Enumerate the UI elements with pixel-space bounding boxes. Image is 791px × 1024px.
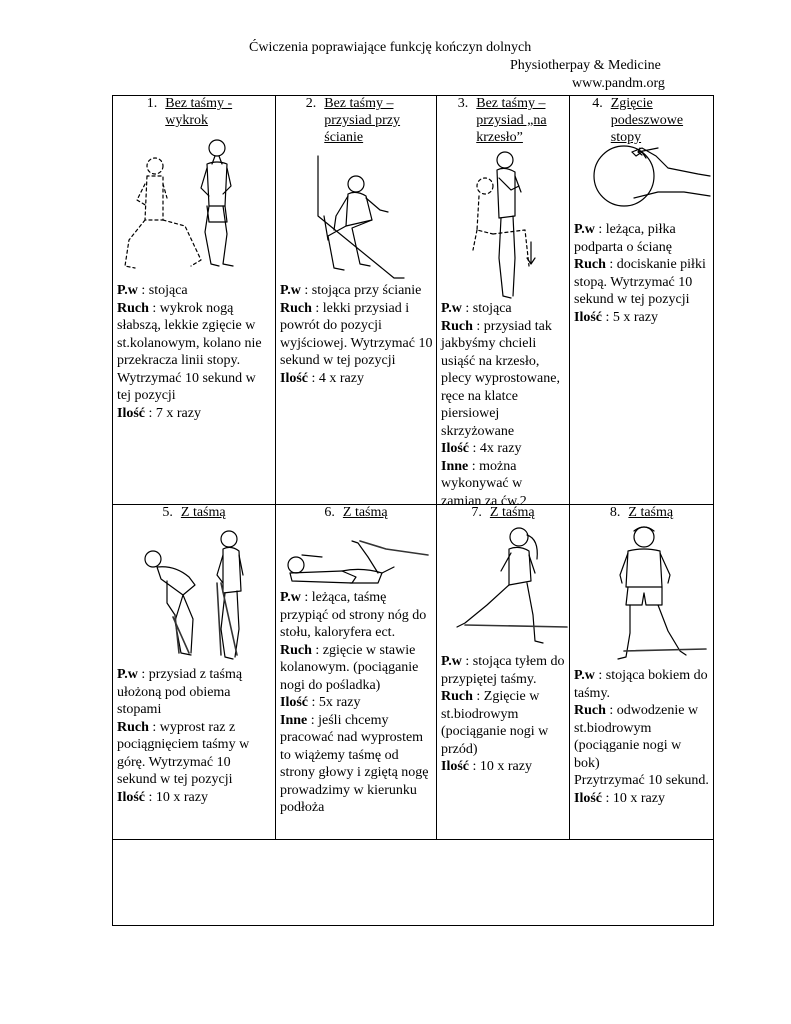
exercise-number: 1. (146, 96, 158, 111)
exercise-title: Z taśmą (342, 505, 388, 520)
exercise-number: 2. (305, 96, 317, 111)
exercise-title: Z taśmą (180, 505, 226, 520)
exercise-cell-4 (570, 96, 713, 504)
exercise-description: P.w : stojąca tyłem do przypiętej taśmy. Ruch : Zgięcie w st.biodrowym (pociąganie nogi w przód) Ilość : 10 x razy (441, 654, 565, 774)
exercise-title: Zgięcie podeszwowe stopy (610, 96, 684, 145)
exercise-number: 7. (471, 505, 482, 520)
foot-ball-illustration (588, 140, 713, 215)
exercise-description: P.w : leżąca, taśmę przypiąć od strony nóg do stołu, kaloryfera ect. Ruch : zgięcie w stawie kolanowym. (pociąganie nogi do pośladka) Ilość : 5x razy Inne : jeśli chcemy pracować nad wyprostem to wiążemy taśmę od strony głowy i zgiętą nogę prowadzimy w kierunku podłoża (280, 590, 429, 815)
exercise-description: P.w : stojąca Ruch : przysiad tak jakbyśmy chcieli usiąść na krzesło, plecy wyprostowane, ręce na klatce piersiowej skrzyżowane Ilość : 4x razy Inne : można wykonywać w zamian za ćw.2 (441, 301, 560, 509)
band-squat-illustration (131, 525, 261, 670)
exercise-title: Bez taśmy – przysiad przy ścianie (324, 96, 401, 145)
organization-name: Physiotherpay & Medicine (510, 58, 661, 73)
document-title: Ćwiczenia poprawiające funkcję kończyn dolnych (249, 40, 532, 55)
prone-curl-illustration (282, 527, 432, 587)
exercise-cell-8 (570, 505, 713, 839)
chair-squat-illustration (459, 146, 549, 306)
lunge-illustration (115, 136, 245, 281)
exercise-number: 5. (162, 505, 173, 520)
exercise-description: P.w : stojąca przy ścianie Ruch : lekki przysiad i powrót do pozycji wyjściowej. Wytrzymać 10 sekund w tej pozycji Ilość : 4 x razy (280, 283, 433, 386)
exercise-cell-2 (276, 96, 436, 504)
exercise-number: 6. (324, 505, 335, 520)
exercise-number: 3. (457, 96, 469, 111)
exercise-description: P.w : przysiad z taśmą ułożoną pod obiema stopami Ruch : wyprost raz z pociągnięciem taśmy w górę. Wytrzymać 10 sekund w tej pozycji Ilość : 10 x razy (117, 667, 250, 805)
hip-flexion-illustration (443, 523, 569, 648)
exercise-cell-1 (113, 96, 275, 504)
exercise-cell-3 (437, 96, 569, 509)
exercise-title: Z taśmą (628, 505, 674, 520)
exercise-cell-7 (437, 505, 569, 839)
exercise-cell-6 (276, 505, 436, 839)
exercise-description: P.w : leżąca, piłka podparta o ścianę Ruch : dociskanie piłki stopą. Wytrzymać 10 sekund w tej pozycji Ilość : 5 x razy (574, 222, 706, 325)
exercise-number: 4. (592, 96, 603, 111)
exercise-description: P.w : stojąca Ruch : wykrok nogą słabszą, lekkie zgięcie w st.kolanowym, kolano nie przekracza linii stopy. Wytrzymać 10 sekund w tej pozycji Ilość : 7 x razy (117, 283, 262, 421)
exercise-cell-5 (113, 505, 275, 839)
exercise-title: Z taśmą (489, 505, 535, 520)
empty-notes-row (113, 840, 713, 925)
wall-squat-illustration (298, 156, 428, 281)
exercise-title: Bez taśmy – przysiad „na krzesło” (476, 96, 547, 145)
exercise-table (112, 95, 714, 926)
exercise-description: P.w : stojąca bokiem do taśmy. Ruch : odwodzenie w st.biodrowym (pociąganie nogi w bok) Przytrzymać 10 sekund. Ilość : 10 x razy (574, 668, 709, 806)
hip-abduction-illustration (584, 523, 709, 673)
website-url: www.pandm.org (572, 76, 665, 91)
exercise-title: Bez taśmy - wykrok (165, 96, 233, 128)
exercise-number: 8. (609, 505, 621, 520)
